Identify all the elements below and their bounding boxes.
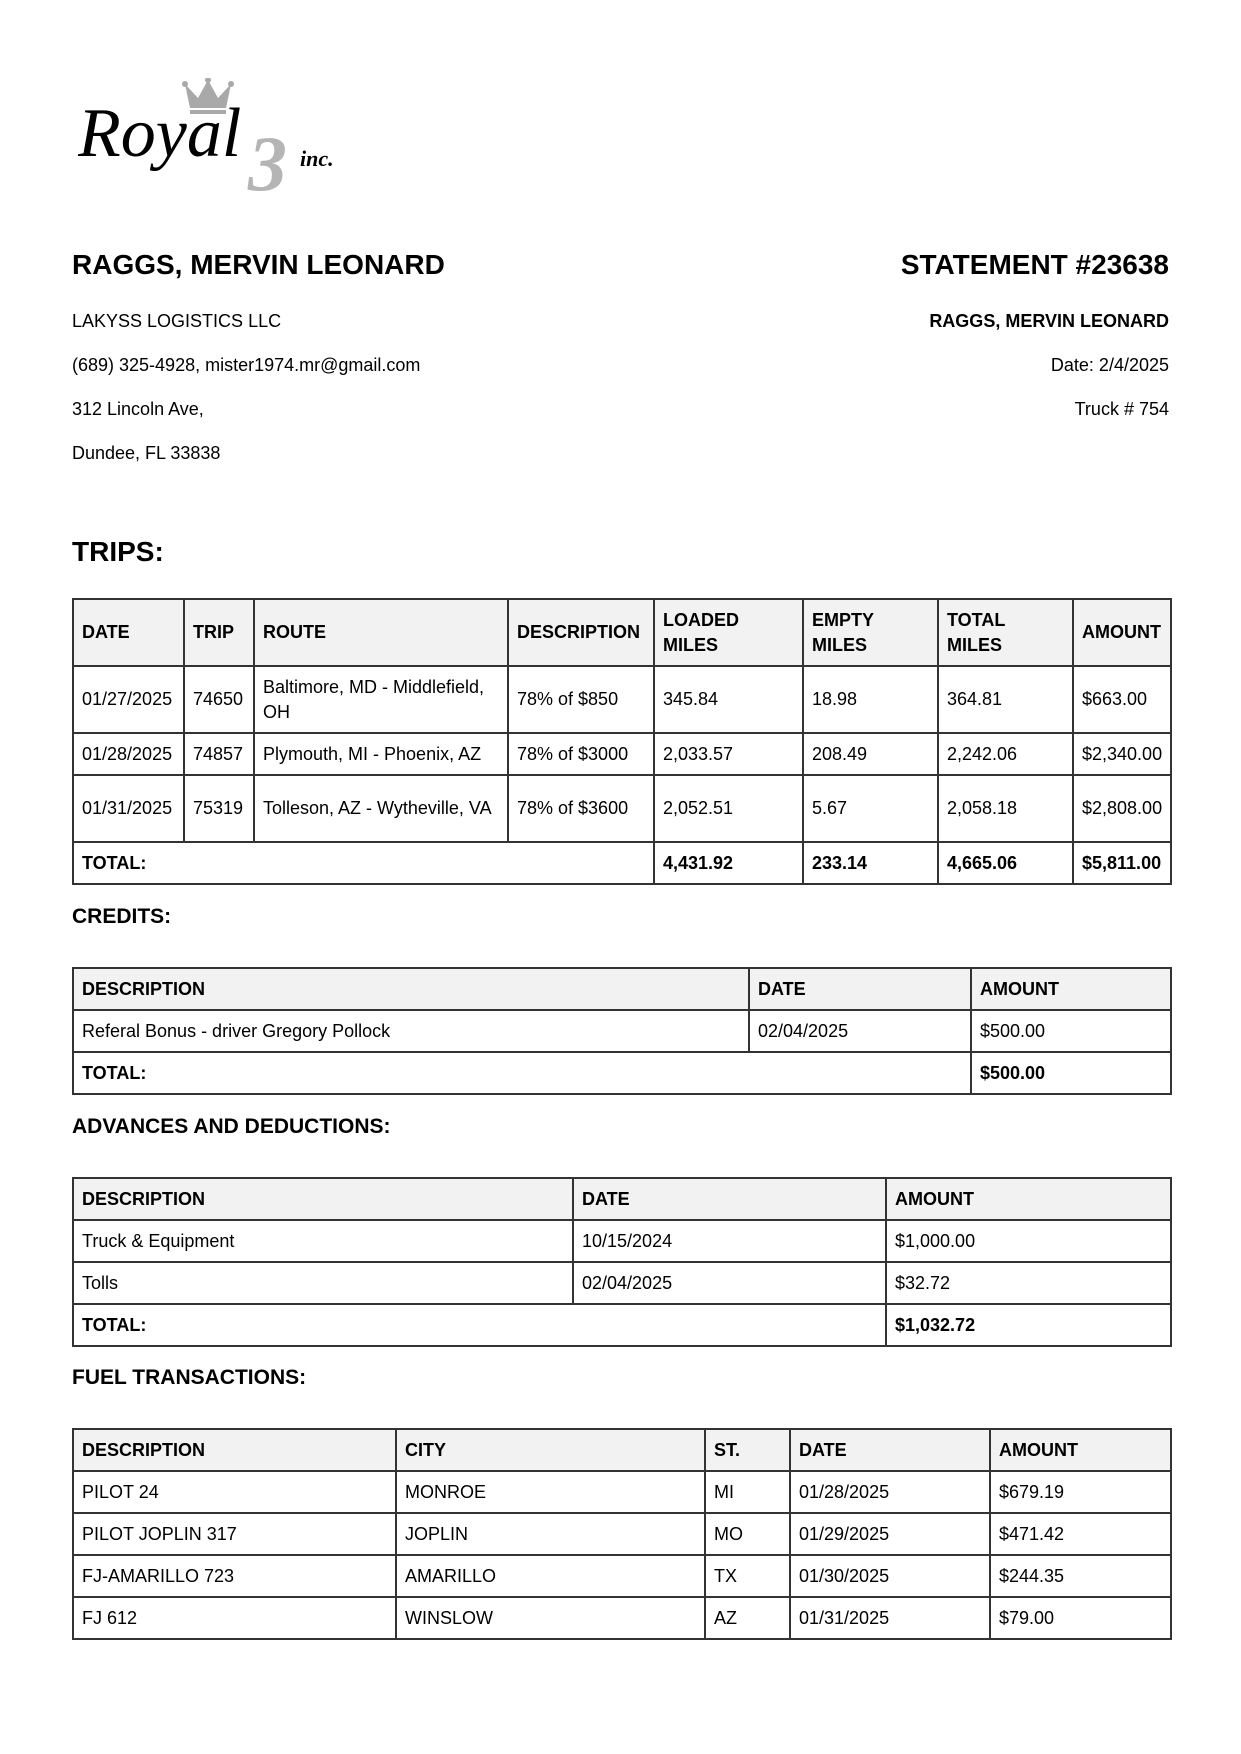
table-cell: 01/31/2025 (790, 1597, 990, 1639)
total-loaded-miles: 4,431.92 (654, 842, 803, 884)
table-cell: FJ 612 (73, 1597, 396, 1639)
credits-heading: CREDITS: (72, 905, 172, 928)
table-cell: 74857 (184, 733, 254, 775)
table-header-row (73, 1178, 1171, 1220)
fuel-heading: FUEL TRANSACTIONS: (72, 1366, 307, 1389)
table-cell: AZ (705, 1597, 790, 1639)
column-header: DATE (573, 1178, 886, 1220)
table-row (73, 1555, 1171, 1597)
table-row (73, 775, 1171, 842)
total-label: TOTAL: (73, 842, 654, 884)
table-cell: $471.42 (990, 1513, 1171, 1555)
contact-info: (689) 325-4928, mister1974.mr@gmail.com (72, 355, 421, 375)
table-row (73, 1262, 1171, 1304)
statement-driver-name: RAGGS, MERVIN LEONARD (929, 311, 1169, 331)
table-cell: $32.72 (886, 1262, 1171, 1304)
table-cell: MO (705, 1513, 790, 1555)
table-cell: 01/27/2025 (73, 666, 184, 733)
table-cell: 74650 (184, 666, 254, 733)
advances-heading: ADVANCES AND DEDUCTIONS: (72, 1115, 391, 1138)
table-row (73, 1597, 1171, 1639)
table-cell: PILOT JOPLIN 317 (73, 1513, 396, 1555)
table-row (73, 1010, 1171, 1052)
table-row (73, 733, 1171, 775)
driver-info (72, 311, 420, 487)
table-cell: 78% of $3000 (508, 733, 654, 775)
total-amount: $1,032.72 (886, 1304, 1171, 1346)
table-row (73, 666, 1171, 733)
column-header: DESCRIPTION (73, 1429, 396, 1471)
company-logo (78, 78, 398, 196)
total-row (73, 1052, 1171, 1094)
table-cell: 2,052.51 (654, 775, 803, 842)
table-cell: 01/28/2025 (73, 733, 184, 775)
table-cell: Plymouth, MI - Phoenix, AZ (254, 733, 508, 775)
table-header-row (73, 599, 1171, 666)
total-row (73, 1304, 1171, 1346)
table-cell: $2,340.00 (1073, 733, 1171, 775)
driver-name-heading: RAGGS, MERVIN LEONARD (72, 249, 445, 280)
column-header: DESCRIPTION (73, 968, 749, 1010)
statement-number-heading: STATEMENT #23638 (900, 249, 1169, 280)
table-cell: 78% of $850 (508, 666, 654, 733)
table-cell: 01/28/2025 (790, 1471, 990, 1513)
table-cell: $2,808.00 (1073, 775, 1171, 842)
table-cell: 2,058.18 (938, 775, 1073, 842)
table-cell: 02/04/2025 (749, 1010, 971, 1052)
company-name: LAKYSS LOGISTICS LLC (72, 311, 282, 331)
table-cell: $500.00 (971, 1010, 1171, 1052)
statement-date: Date: 2/4/2025 (1050, 355, 1169, 375)
table-cell: $1,000.00 (886, 1220, 1171, 1262)
total-amount: $5,811.00 (1073, 842, 1171, 884)
table-cell: Baltimore, MD - Middlefield, OH (254, 666, 508, 733)
table-cell: $663.00 (1073, 666, 1171, 733)
table-row (73, 1220, 1171, 1262)
table-cell: TX (705, 1555, 790, 1597)
column-header: CITY (396, 1429, 705, 1471)
column-header: LOADED MILES (654, 599, 803, 666)
table-cell: AMARILLO (396, 1555, 705, 1597)
total-row (73, 842, 1171, 884)
table-cell: Tolleson, AZ - Wytheville, VA (254, 775, 508, 842)
table-cell: 10/15/2024 (573, 1220, 886, 1262)
table-cell: MI (705, 1471, 790, 1513)
column-header: DATE (73, 599, 184, 666)
table-cell: 2,033.57 (654, 733, 803, 775)
table-cell: Tolls (73, 1262, 573, 1304)
trips-heading: TRIPS: (72, 536, 164, 567)
table-cell: JOPLIN (396, 1513, 705, 1555)
table-cell: 01/30/2025 (790, 1555, 990, 1597)
table-row (73, 1471, 1171, 1513)
column-header: AMOUNT (1073, 599, 1171, 666)
table-cell: Referal Bonus - driver Gregory Pollock (73, 1010, 749, 1052)
logo-wordmark: Royal (78, 95, 242, 172)
table-cell: $79.00 (990, 1597, 1171, 1639)
total-label: TOTAL: (73, 1304, 886, 1346)
column-header: DESCRIPTION (508, 599, 654, 666)
logo-numeral: 3 (248, 120, 287, 196)
table-cell: 208.49 (803, 733, 938, 775)
table-cell: 2,242.06 (938, 733, 1073, 775)
table-cell: MONROE (396, 1471, 705, 1513)
column-header: ST. (705, 1429, 790, 1471)
column-header: TRIP (184, 599, 254, 666)
total-label: TOTAL: (73, 1052, 971, 1094)
table-cell: $679.19 (990, 1471, 1171, 1513)
table-header-row (73, 968, 1171, 1010)
trips-table (72, 598, 1172, 885)
column-header: AMOUNT (971, 968, 1171, 1010)
fuel-table (72, 1428, 1172, 1640)
table-cell: 01/29/2025 (790, 1513, 990, 1555)
table-row (73, 1513, 1171, 1555)
column-header: TOTAL MILES (938, 599, 1073, 666)
total-amount: $500.00 (971, 1052, 1171, 1094)
column-header: DATE (790, 1429, 990, 1471)
table-cell: 345.84 (654, 666, 803, 733)
table-cell: FJ-AMARILLO 723 (73, 1555, 396, 1597)
advances-table (72, 1177, 1172, 1347)
credits-table (72, 967, 1172, 1095)
column-header: DESCRIPTION (73, 1178, 573, 1220)
statement-info (929, 311, 1169, 443)
table-cell: 02/04/2025 (573, 1262, 886, 1304)
column-header: DATE (749, 968, 971, 1010)
table-cell: 75319 (184, 775, 254, 842)
column-header: ROUTE (254, 599, 508, 666)
table-cell: 01/31/2025 (73, 775, 184, 842)
logo-suffix: inc. (300, 146, 334, 171)
table-cell: $244.35 (990, 1555, 1171, 1597)
table-header-row (73, 1429, 1171, 1471)
table-cell: 364.81 (938, 666, 1073, 733)
address-line-1: 312 Lincoln Ave, (72, 399, 204, 419)
table-cell: 18.98 (803, 666, 938, 733)
table-cell: PILOT 24 (73, 1471, 396, 1513)
table-cell: WINSLOW (396, 1597, 705, 1639)
truck-number: Truck # 754 (1074, 399, 1169, 419)
total-empty-miles: 233.14 (803, 842, 938, 884)
table-cell: 5.67 (803, 775, 938, 842)
column-header: AMOUNT (990, 1429, 1171, 1471)
column-header: AMOUNT (886, 1178, 1171, 1220)
total-miles: 4,665.06 (938, 842, 1073, 884)
column-header: EMPTY MILES (803, 599, 938, 666)
address-line-2: Dundee, FL 33838 (72, 443, 221, 463)
table-cell: Truck & Equipment (73, 1220, 573, 1262)
table-cell: 78% of $3600 (508, 775, 654, 842)
